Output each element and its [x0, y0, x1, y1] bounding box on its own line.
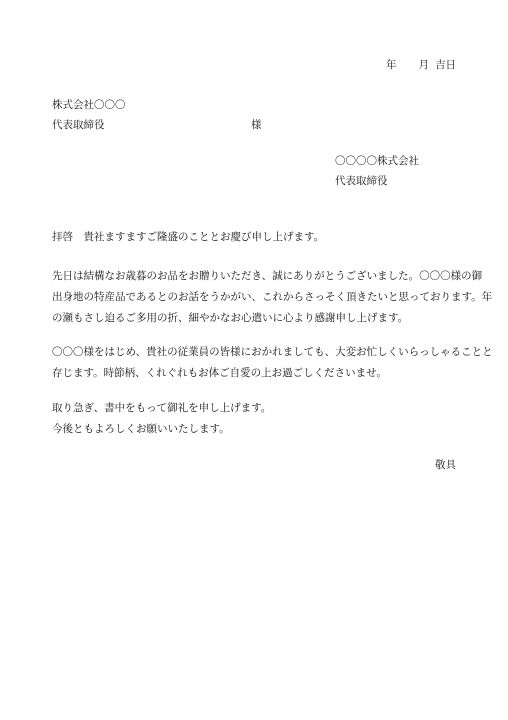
body-line: 出身地の特産品であるとのお話をうかがい、これからさっそく頂きたいと思っております。年	[52, 291, 493, 303]
body-line: 存じます。時節柄、くれぐれもお体ご自愛の上お過ごしくださいませ。	[52, 367, 387, 379]
recipient-honorific: 様	[251, 119, 262, 131]
closing-line: 取り急ぎ、書中をもって御礼を申し上げます。	[52, 402, 272, 414]
sign-off: 敬具	[435, 459, 456, 471]
greeting-line: 拝啓 貴社ますますご隆盛のこととお慶び申し上げます。	[52, 231, 325, 243]
recipient-title: 代表取締役	[52, 119, 105, 131]
body-paragraph-wishes	[52, 342, 493, 384]
date-month-label: 月	[418, 59, 429, 71]
recipient-company: 株式会社〇〇〇	[52, 99, 126, 111]
body-paragraph-thanks	[52, 266, 493, 329]
date-day-label: 吉日	[435, 59, 456, 71]
sender-title: 代表取締役	[335, 175, 388, 187]
closing-line: 今後ともよろしくお願いいたします。	[52, 423, 230, 435]
sender-company: 〇〇〇〇株式会社	[335, 155, 419, 167]
body-line: の瀬もさし迫るご多用の折、細やかなお心遣いに心より感謝申し上げます。	[52, 312, 409, 324]
date-year-label: 年	[386, 59, 397, 71]
closing-paragraph	[52, 398, 460, 440]
date-line	[386, 58, 456, 72]
greeting-paragraph	[52, 227, 460, 248]
body-line: 先日は結構なお歳暮のお品をお贈りいただき、誠にありがとうございました。〇〇〇様の御	[52, 270, 483, 282]
body-line: 〇〇〇様をはじめ、貴社の従業員の皆様におかれましても、大変お忙しくいらっしゃることと	[52, 346, 493, 358]
